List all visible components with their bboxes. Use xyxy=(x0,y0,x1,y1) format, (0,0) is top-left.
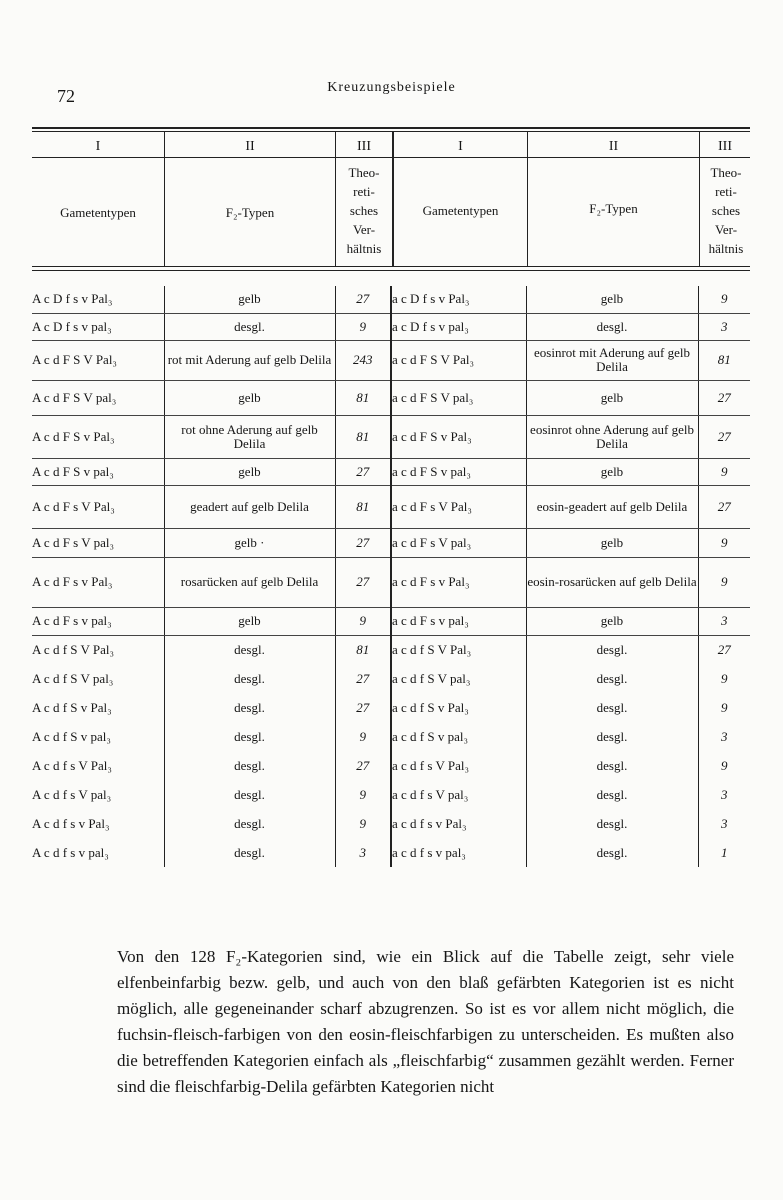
left-ratio: 27 xyxy=(335,693,391,722)
right-f2-type: eosinrot mit Aderung auf gelb Delila xyxy=(526,340,698,380)
left-gamete: A c D f s v pal₃ xyxy=(32,313,164,340)
right-ratio: 9 xyxy=(698,528,750,557)
right-ratio: 27 xyxy=(698,380,750,415)
left-f2-type: geadert auf gelb Delila xyxy=(164,485,335,528)
table-row xyxy=(32,528,750,557)
right-f2-type: gelb xyxy=(526,458,698,485)
header-bottom-rule-2 xyxy=(32,270,750,271)
right-f2-type: eosinrot ohne Aderung auf gelb Delila xyxy=(526,415,698,458)
ratio-line: Theo- xyxy=(710,165,742,180)
left-ratio: 81 xyxy=(335,415,391,458)
header-number-rule xyxy=(32,157,750,158)
table-row xyxy=(32,751,750,780)
right-f2-type: desgl. xyxy=(526,664,698,693)
right-gamete: a c d F s V Pal₃ xyxy=(391,485,526,528)
right-f2-type: desgl. xyxy=(526,313,698,340)
col-label-gametes: Gametentypen xyxy=(60,205,136,220)
table-row xyxy=(32,693,750,722)
right-f2-type: gelb xyxy=(526,607,698,635)
col-number-II: II xyxy=(245,139,255,154)
left-ratio: 9 xyxy=(335,313,391,340)
col-number-III: III xyxy=(357,139,371,154)
right-gamete: a c d F S v Pal₃ xyxy=(391,415,526,458)
right-ratio: 3 xyxy=(721,728,728,744)
col-label-gametes: Gametentypen xyxy=(422,203,499,218)
ratio-line: hältnis xyxy=(346,241,382,256)
left-f2-type: desgl. xyxy=(164,313,335,340)
right-f2-type: desgl. xyxy=(526,693,698,722)
table-row xyxy=(32,722,750,751)
right-ratio: 3 xyxy=(698,607,750,635)
right-f2-type: desgl. xyxy=(526,635,698,664)
left-ratio: 3 xyxy=(335,838,391,867)
ratio-line: Theo- xyxy=(348,165,380,180)
right-gamete: a c d f S V pal₃ xyxy=(391,664,526,693)
col-number-II: II xyxy=(608,139,619,154)
right-ratio: 3 xyxy=(698,313,750,340)
left-ratio: 27 xyxy=(335,528,391,557)
right-gamete: a c d F S v pal₃ xyxy=(391,458,526,485)
table-row xyxy=(32,664,750,693)
left-f2-type: rosarücken auf gelb Delila xyxy=(164,557,335,607)
left-f2-type: gelb · xyxy=(164,528,335,557)
table-row xyxy=(32,635,750,664)
right-ratio: 9 xyxy=(698,286,750,313)
right-ratio: 9 xyxy=(698,557,750,607)
left-gamete: A c D f s v Pal₃ xyxy=(32,286,164,313)
left-gamete: A c d f S V pal₃ xyxy=(32,664,164,693)
right-ratio: 9 xyxy=(698,458,750,485)
page-number: 72 xyxy=(57,86,75,106)
left-ratio: 81 xyxy=(335,485,391,528)
table-top-rule xyxy=(32,127,750,129)
header-bottom-rule xyxy=(32,266,750,267)
left-gamete: A c d F s v pal₃ xyxy=(32,607,164,635)
right-f2-type: desgl. xyxy=(526,722,698,751)
left-gamete: A c d f s V Pal₃ xyxy=(32,751,164,780)
left-f2-type: desgl. xyxy=(164,780,335,809)
left-gamete: A c d F S v pal₃ xyxy=(32,458,164,485)
left-f2-type: desgl. xyxy=(164,838,335,867)
left-f2-type: rot mit Aderung auf gelb Delila xyxy=(164,340,335,380)
data-table xyxy=(32,286,750,867)
left-f2-type: gelb xyxy=(164,286,335,313)
right-f2-type: eosin-geadert auf gelb Delila xyxy=(526,485,698,528)
left-f2-type: desgl. xyxy=(164,722,335,751)
left-ratio: 9 xyxy=(335,809,391,838)
col-number-I: I xyxy=(458,139,463,154)
table-row xyxy=(32,380,750,415)
table-row xyxy=(32,809,750,838)
right-ratio: 27 xyxy=(698,485,750,528)
right-gamete: a c D f s v Pal₃ xyxy=(391,286,526,313)
right-ratio: 9 xyxy=(721,670,728,686)
right-ratio: 3 xyxy=(721,786,728,802)
right-ratio: 27 xyxy=(698,415,750,458)
right-gamete: a c d F S V Pal₃ xyxy=(391,340,526,380)
ratio-line: Ver- xyxy=(352,222,376,237)
table-row xyxy=(32,607,750,635)
ratio-line: hältnis xyxy=(708,241,744,256)
right-f2-type: desgl. xyxy=(526,838,698,867)
right-f2-type: eosin-rosarücken auf gelb Delila xyxy=(526,557,698,607)
left-f2-type: desgl. xyxy=(164,693,335,722)
col-label-ratio xyxy=(336,163,392,258)
right-f2-type: gelb xyxy=(526,380,698,415)
right-gamete: a c d f S V Pal₃ xyxy=(391,635,526,664)
right-gamete: a c d f s V pal₃ xyxy=(391,780,526,809)
left-f2-type: desgl. xyxy=(164,664,335,693)
col-number-I: I xyxy=(95,139,101,154)
table-row xyxy=(32,458,750,485)
table-row xyxy=(32,340,750,380)
running-head: Kreuzungsbeispiele xyxy=(327,80,456,95)
right-ratio: 27 xyxy=(717,641,731,657)
left-gamete: A c d F S v Pal₃ xyxy=(32,415,164,458)
left-f2-type: rot ohne Aderung auf gelb Delila xyxy=(164,415,335,458)
right-gamete: a c d F s v pal₃ xyxy=(391,607,526,635)
right-ratio: 3 xyxy=(721,815,728,831)
left-f2-type: desgl. xyxy=(164,809,335,838)
ratio-line: sches xyxy=(711,203,741,218)
left-ratio: 27 xyxy=(335,557,391,607)
table-row xyxy=(32,415,750,458)
right-gamete: a c d F S V pal₃ xyxy=(391,380,526,415)
table-row xyxy=(32,557,750,607)
table-top-rule-2 xyxy=(32,131,750,132)
right-ratio: 1 xyxy=(721,844,728,860)
right-f2-type: gelb xyxy=(526,286,698,313)
right-gamete: a c d f s v pal₃ xyxy=(391,838,526,867)
left-ratio: 9 xyxy=(335,722,391,751)
right-ratio: 9 xyxy=(721,699,728,715)
ratio-line: Ver- xyxy=(714,222,738,237)
right-ratio: 9 xyxy=(721,757,728,773)
right-gamete: a c d f s V Pal₃ xyxy=(391,751,526,780)
left-f2-type: desgl. xyxy=(164,635,335,664)
right-gamete: a c d f S v Pal₃ xyxy=(391,693,526,722)
right-f2-type: gelb xyxy=(526,528,698,557)
table-row xyxy=(32,780,750,809)
left-ratio: 81 xyxy=(335,635,391,664)
table-row xyxy=(32,485,750,528)
right-f2-type: desgl. xyxy=(526,809,698,838)
col-label-f2-types: F₂-Typen xyxy=(589,201,638,216)
col-label-f2-types: F₂-Typen xyxy=(225,205,275,220)
ratio-line: sches xyxy=(349,203,379,218)
table-row xyxy=(32,313,750,340)
ratio-line: reti- xyxy=(353,184,375,199)
left-gamete: A c d F s v Pal₃ xyxy=(32,557,164,607)
right-gamete: a c d f S v pal₃ xyxy=(391,722,526,751)
table-row xyxy=(32,838,750,867)
col-number-III: III xyxy=(718,139,732,154)
left-f2-type: gelb xyxy=(164,380,335,415)
right-f2-type: desgl. xyxy=(526,780,698,809)
left-gamete: A c d F s V Pal₃ xyxy=(32,485,164,528)
right-gamete: a c d F s V pal₃ xyxy=(391,528,526,557)
right-gamete: a c d F s v Pal₃ xyxy=(391,557,526,607)
right-gamete: a c d f s v Pal₃ xyxy=(391,809,526,838)
left-f2-type: gelb xyxy=(164,458,335,485)
col-label-ratio xyxy=(700,163,752,258)
left-gamete: A c d f s V pal₃ xyxy=(32,780,164,809)
ratio-line: reti- xyxy=(715,184,737,199)
left-f2-type: desgl. xyxy=(164,751,335,780)
left-gamete: A c d F S V pal₃ xyxy=(32,380,164,415)
table-row xyxy=(32,286,750,313)
right-f2-type: desgl. xyxy=(526,751,698,780)
left-f2-type: gelb xyxy=(164,607,335,635)
left-ratio: 27 xyxy=(335,751,391,780)
left-gamete: A c d F S V Pal₃ xyxy=(32,340,164,380)
left-gamete: A c d f s v Pal₃ xyxy=(32,809,164,838)
left-ratio: 81 xyxy=(335,380,391,415)
left-gamete: A c d F s V pal₃ xyxy=(32,528,164,557)
right-gamete: a c D f s v pal₃ xyxy=(391,313,526,340)
left-ratio: 9 xyxy=(335,607,391,635)
left-gamete: A c d f s v pal₃ xyxy=(32,838,164,867)
left-ratio: 27 xyxy=(335,458,391,485)
right-ratio: 81 xyxy=(698,340,750,380)
left-ratio: 9 xyxy=(335,780,391,809)
left-ratio: 243 xyxy=(335,340,391,380)
left-gamete: A c d f S V Pal₃ xyxy=(32,635,164,664)
body-paragraph: Von den 128 F₂-Kategorien sind, wie ein Blick auf die Tabelle zeigt, sehr viele elfenbeinfarbig bezw. gelb, und auch von den blaß gefärbten Kategorien ist es nicht möglich, alle gegeneinander scharf abzugrenzen. So ist es vor allem nicht möglich, die fuchsin-fleisch-farbigen von den eosin-fleischfarbigen zu unterscheiden. Es mußten also die betreffenden Kategorien einfach als „fleischfarbig“ zusammen gezählt werden. Ferner sind die fleischfarbig-Delila gefärbten Kategorien nicht xyxy=(117,947,734,1096)
left-ratio: 27 xyxy=(335,286,391,313)
left-gamete: A c d f S v Pal₃ xyxy=(32,693,164,722)
left-ratio: 27 xyxy=(335,664,391,693)
left-gamete: A c d f S v pal₃ xyxy=(32,722,164,751)
